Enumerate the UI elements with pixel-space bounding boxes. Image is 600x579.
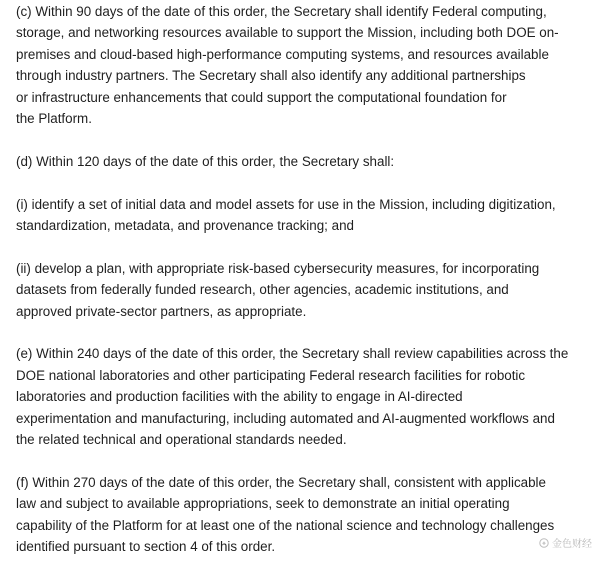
text-line: (c) Within 90 days of the date of this order, the Secretary shall identify Federal computing, bbox=[16, 4, 547, 19]
text-line: through industry partners. The Secretary shall also identify any additional partnerships bbox=[16, 68, 526, 84]
text-line: or infrastructure enhancements that could support the computational foundation for bbox=[16, 89, 507, 105]
paragraph-d-ii bbox=[16, 258, 592, 322]
text-line: storage, and networking resources available to support the Mission, including both DOE on- bbox=[16, 25, 559, 41]
text-line: premises and cloud-based high-performance computing systems, and resources available bbox=[16, 46, 549, 62]
text-line: experimentation and manufacturing, including automated and AI-augmented workflows and bbox=[16, 410, 555, 426]
paragraph-e bbox=[16, 343, 592, 450]
gold-coin-icon bbox=[539, 538, 549, 548]
paragraph-d-i bbox=[16, 194, 592, 237]
text-line: identified pursuant to section 4 of this order. bbox=[16, 539, 276, 555]
paragraph-f bbox=[16, 472, 592, 558]
text-line: DOE national laboratories and other participating Federal research facilities for robotic bbox=[16, 367, 526, 383]
text-line: capability of the Platform for at least one of the national science and technology challenges bbox=[16, 517, 555, 533]
text-line: the Platform. bbox=[16, 111, 92, 127]
text-line: law and subject to available appropriations, seek to demonstrate an initial operating bbox=[16, 496, 510, 512]
text-line: (e) Within 240 days of the date of this order, the Secretary shall review capabilities across the bbox=[16, 346, 569, 362]
text-line: (d) Within 120 days of the date of this order, the Secretary shall: bbox=[16, 153, 395, 169]
watermark-text: 金色财经 bbox=[552, 539, 592, 550]
text-line: standardization, metadata, and provenance tracking; and bbox=[16, 218, 354, 234]
document-body bbox=[16, 0, 592, 579]
text-line: the related technical and operational standards needed. bbox=[16, 432, 347, 448]
text-line: (ii) develop a plan, with appropriate risk-based cybersecurity measures, for incorporating bbox=[16, 260, 540, 276]
paragraph-d bbox=[16, 151, 592, 172]
text-line: datasets from federally funded research, other agencies, academic institutions, and bbox=[16, 282, 509, 298]
text-line: approved private-sector partners, as appropriate. bbox=[16, 303, 307, 319]
text-line: (f) Within 270 days of the date of this order, the Secretary shall, consistent with applicable bbox=[16, 474, 546, 490]
text-line: (i) identify a set of initial data and model assets for use in the Mission, including digitization, bbox=[16, 196, 556, 212]
text-line: laboratories and production facilities with the ability to engage in AI-directed bbox=[16, 389, 463, 405]
paragraph-c bbox=[16, 1, 592, 129]
watermark bbox=[539, 535, 592, 550]
